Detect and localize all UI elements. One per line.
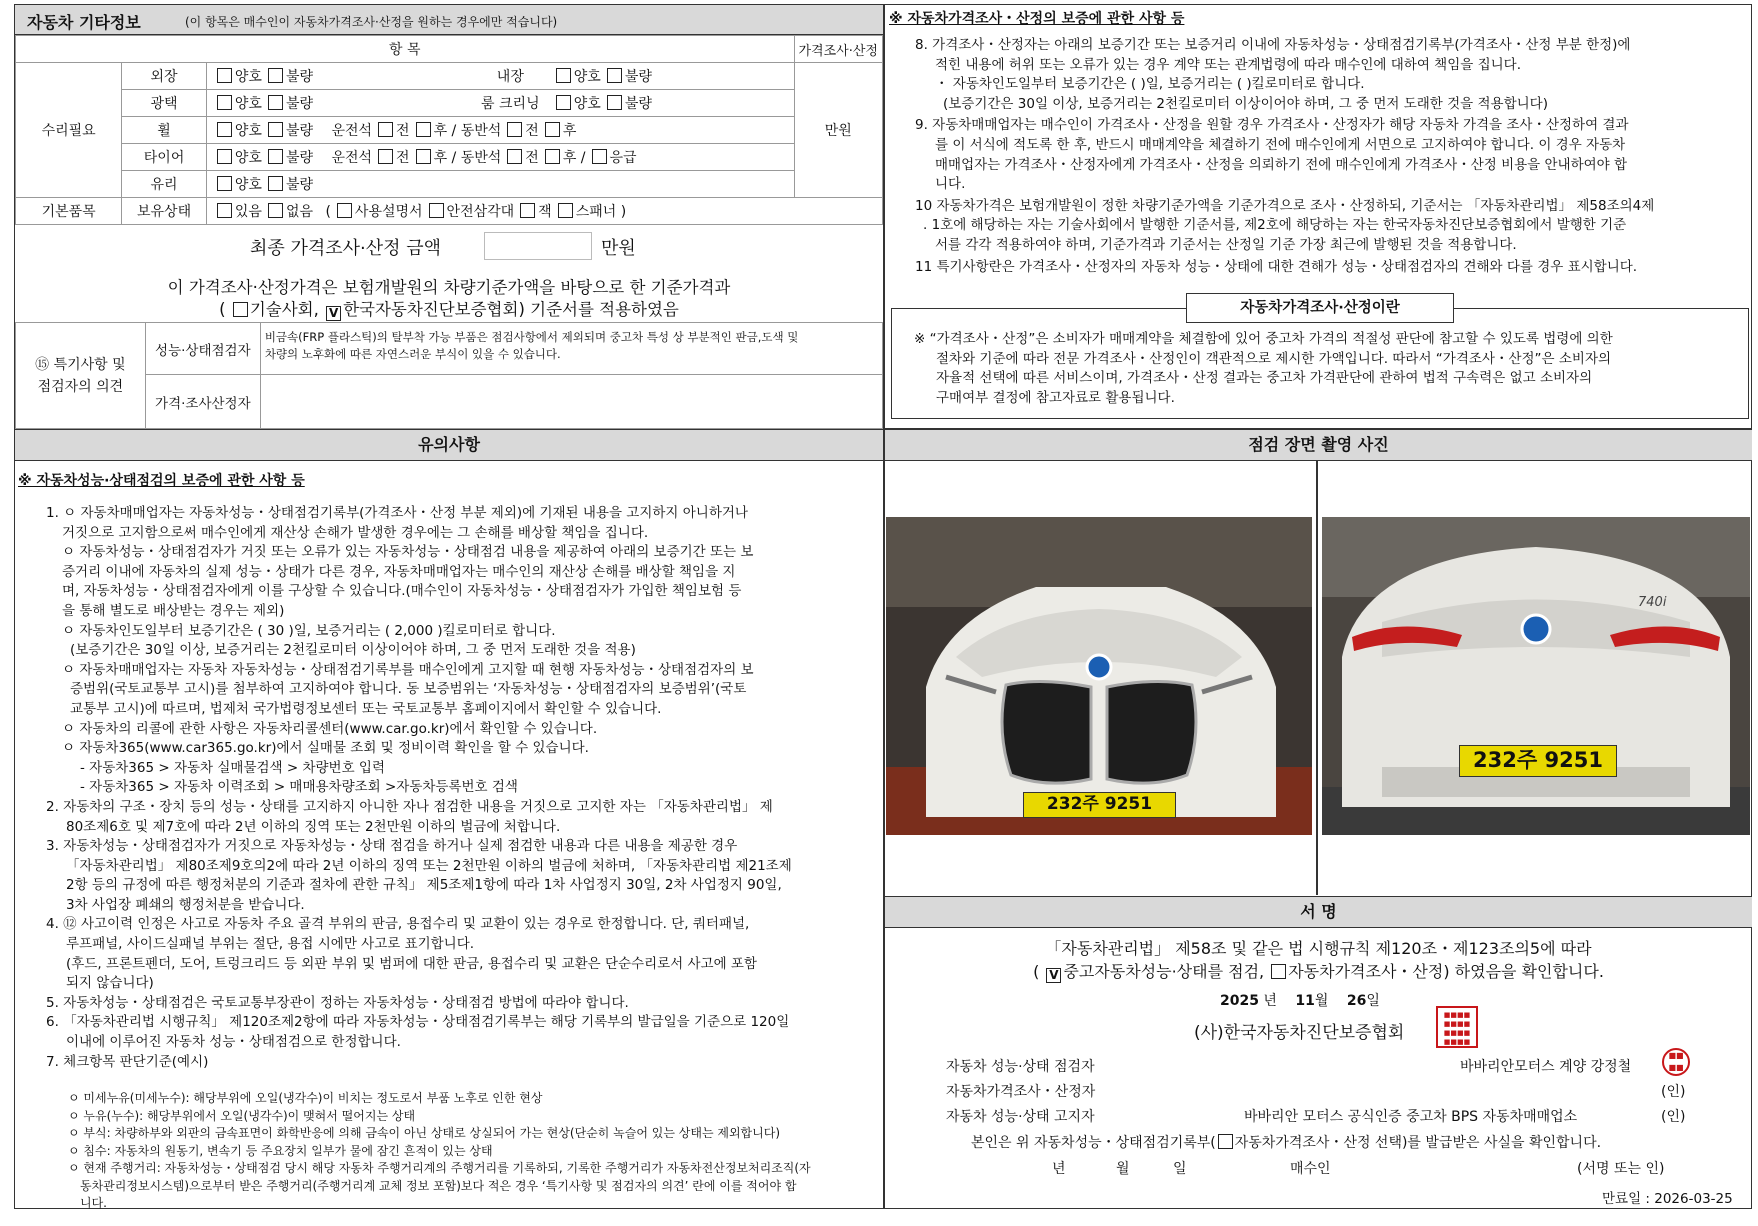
criteria-line: ㅇ 침수: 자동차의 원동기, 변속기 등 주요장치 일부가 물에 잠긴 흔적이 있는 상태 [68,1143,493,1158]
appraiser-opinion[interactable] [260,375,882,429]
checkbox[interactable] [416,149,431,164]
checkbox[interactable] [429,203,444,218]
notifier-name: 바바리안 모터스 공식인증 중고차 BPS 자동차매매업소 [1244,1109,1578,1125]
exterior-options: 양호 불량 내장 양호 불량 [206,63,794,90]
checkbox[interactable] [607,95,622,110]
notes-line: 거짓으로 고지함으로써 매수인에게 재산상 손해가 발생한 경우에는 그 손해를 배상할 책임을 집니다. [62,524,649,541]
notes-line: - 자동차365 > 자동차 실매물검색 > 차량번호 입력 [80,759,385,776]
opinion-label: ⑮ 특기사항 및 점검자의 의견 [16,323,146,429]
sign-date: 2025 년 11월 26일 [1220,993,1380,1009]
notes-line: ㅇ 자동차의 리콜에 관한 사항은 자동차리콜센터(www.car.go.kr)에서 확인할 수 있습니다. [62,720,598,737]
notes-line: - 자동차365 > 자동차 이력조회 > 매매용차량조회 >자동차등록번호 검색 [80,779,518,796]
model-badge: 740i [1638,595,1667,610]
appraisal-info-title: 자동차가격조사·산정이란 [1186,293,1454,323]
wheel-options: 양호 불량 운전석 전 후 / 동반석 전 후 [206,117,794,144]
notes-line: 5. 자동차성능・상태점검은 국토교통부장관이 정하는 자동차성능・상태점검 방법에 따라야 합니다. [46,994,629,1011]
notes-line: 증거리 이내에 자동차의 실제 성능・상태가 다른 경우, 자동차매매업자는 매수인의 재산상 손해를 배상할 책임을 지 [62,563,736,580]
front-car-image [886,517,1312,835]
checkbox[interactable] [268,203,283,218]
checkbox[interactable] [545,149,560,164]
notes-line: 80조제6호 및 제7호에 따라 2년 이하의 징역 또는 2천만원 이하의 벌금에 처합니다. [66,818,561,835]
confirm-line: 본인은 위 자동차성능・상태점검기록부( 자동차가격조사・산정 선택)를 발급받은 사실을 확인합니다. [971,1135,1602,1151]
row-wheel: 휠 [122,117,207,144]
price-unit: 만원 [794,63,883,198]
checkbox[interactable] [268,95,283,110]
buyer-signature: (서명 또는 인) [1577,1161,1665,1177]
sec1-header [15,5,883,35]
notes-line: ㅇ 자동차인도일부터 보증기간은 ( 30 )일, 보증거리는 ( 2,000 )킬로미터로 합니다. [62,622,556,639]
checkbox[interactable] [1271,964,1286,979]
notes-line: (후드, 프론트펜더, 도어, 트렁크리드 등 외판 부위 및 범퍼에 대한 판금, 용접수리 및 교환은 단순수리로서 사고에 포함 [66,955,757,972]
rear-car-image [1322,517,1750,835]
repair-label: 수리필요 [16,63,122,198]
sign-org: (사)한국자동차진단보증협회 [1194,1023,1405,1043]
notes-line: 증범위(국토교통부 고시)를 첨부하여 고지하여야 합니다. 동 보증범위는 ‘자동차성능・상태점검자의 보증범위’(국토 [70,681,747,698]
basic-label: 기본품목 [16,198,122,225]
checkbox[interactable] [558,203,573,218]
sign-line2: ( V 중고자동차성능·상태를 점검, 자동차가격조사・산정) 하였음을 확인합니다. [1033,962,1604,982]
basis-line1: 이 가격조사·산정가격은 보험개발원의 차량기준가액을 바탕으로 한 기준가격과 [167,278,731,297]
checkbox[interactable] [217,68,232,83]
checkbox[interactable] [545,122,560,137]
buyer-month: 월 [1116,1161,1130,1177]
checkbox[interactable] [556,68,571,83]
sec1-note: (이 항목은 매수인이 자동차가격조사·산정을 원하는 경우에만 적습니다) [185,15,558,29]
notes-line: 「자동차관리법」 제80조제9호의2에 따라 2년 이하의 징역 또는 2천만원 이하의 벌금에 처하며, 「자동차관리법 제21조제 [66,857,792,874]
glass-options: 양호 불량 [206,171,794,198]
checkbox[interactable] [233,302,248,317]
front-plate: 232주 9251 [1023,792,1176,818]
row-gloss: 광택 [122,90,207,117]
association-seal: ■■■■ ■■■■ ■■■■ ■■■■ [1436,1006,1478,1048]
notes-line: ㅇ 자동차성능・상태점검자가 거짓 또는 오류가 있는 자동차성능・상태점검 내용을 제공하여 아래의 보증기간 또는 보 [62,544,754,561]
notes-line: 2항 등의 규정에 따른 행정처분의 기준과 절차에 관한 규칙」 제5조제1항에 따라 1차 사업정지 30일, 2차 사업정지 90일, [66,877,782,894]
rear-plate: 232주 9251 [1459,745,1617,777]
checkbox[interactable] [556,95,571,110]
checkbox[interactable] [217,203,232,218]
row-exterior: 외장 [122,63,207,90]
checkbox[interactable] [268,68,283,83]
checkbox[interactable] [217,95,232,110]
appraisal-info-text: ※ “가격조사・산정”은 소비자가 매매계약을 체결함에 있어 중고차 가격의 적절성 판단에 참고할 수 있도록 법령에 의한 절차와 기준에 따라 전문 가격조사・산정인이 객관적으로 제시한 가액입니다. 따라서 “가격조사・산정”은 소비자의 자율적 선택에 따른 서비스이며, 가격조사・산정 결과는 중고차 가격판단에 관하여 법적 구속력은 없고 소비자의 구매여부 결정에 참고자료로 활용됩니다. [914,331,1613,406]
row-glass: 유리 [122,171,207,198]
buyer-label: 매수인 [1290,1161,1331,1177]
notifier-label-sign: 자동차 성능·상태 고지자 [946,1109,1095,1125]
basis-line2: ( 기술사회, V 한국자동차진단보증협회) 기준서를 적용하였음 [219,300,679,320]
notes-line: 이내에 이루어진 자동차 성능・상태점검으로 한정합니다. [66,1034,401,1051]
notes-line: 4. ⑫ 사고이력 인정은 사고로 자동차 주요 골격 부위의 판금, 용접수리 및 교환이 있는 경우로 한정합니다. 단, 쿼터패널, [46,916,750,933]
checkbox[interactable] [268,176,283,191]
notes-line: 3. 자동차성능・상태점검자가 거짓으로 자동차성능・상태 점검을 하거나 실제 점검한 내용과 다른 내용을 제공한 경우 [46,838,738,855]
checkbox-checked[interactable]: V [326,306,341,321]
notes-line: (보증기간은 30일 이상, 보증거리는 2천킬로미터 이상이어야 하며, 그 중 먼저 도래한 것을 적용) [70,642,636,659]
vertical-divider [883,4,885,1209]
buyer-year: 년 [1052,1161,1066,1177]
criteria-line: ㅇ 현재 주행거리: 자동차성능・상태점검 당시 해당 자동차 주행거리계의 주행거리를 기록하되, 기록한 주행거리가 자동차전산정보처리조직(자 [68,1161,811,1175]
checkbox[interactable] [507,122,522,137]
checkbox[interactable] [378,122,393,137]
notes-header: 유의사항 [15,430,883,461]
notifier-seal-mark: (인) [1661,1109,1686,1125]
checkbox[interactable] [337,203,352,218]
sec2-title: ※ 자동차가격조사・산정의 보증에 관한 사항 등 [889,11,1185,27]
row-room-cleaning: 룸 크리닝 [481,96,540,112]
buyer-day: 일 [1173,1161,1187,1177]
row-tire: 타이어 [122,144,207,171]
col-price: 가격조사·산정 [794,36,883,63]
checkbox-checked[interactable]: V [1046,968,1061,983]
final-price-input[interactable] [484,232,592,260]
inspector-opinion: 비금속(FRP 플라스틱)의 탈부착 가능 부품은 점검사항에서 제외되며 중고차 특성 상 부분적인 판금,도색 및 차량의 노후화에 따른 자연스러운 부식이 있을 수 있습니다. [260,323,882,375]
criteria-line: ㅇ 부식: 차량하부와 외판의 금속표면이 화학반응에 의해 금속이 아닌 상태로 상실되어 가는 현상(단순히 녹슬어 있는 상태는 제외합니다) [68,1126,781,1140]
notes-subtitle: ※ 자동차성능·상태점검의 보증에 관한 사항 등 [18,473,305,489]
checkbox[interactable] [607,68,622,83]
checkbox[interactable] [268,122,283,137]
notes-line: ㅇ 자동차매매업자는 자동차 자동차성능・상태점검기록부를 매수인에게 고지할 때 현행 자동차성능・상태점검자의 보 [62,661,754,678]
checkbox[interactable] [507,149,522,164]
sign-header: 서 명 [885,896,1752,928]
expiry-date: 만료일 : 2026-03-25 [1602,1191,1733,1207]
checkbox[interactable] [416,122,431,137]
inspector-name: 바바리안모터스 계양 강정철 [1460,1059,1632,1075]
sign-line1: 「자동차관리법」 제58조 및 같은 법 시행규칙 제120조・제123조의5에 따라 [1045,939,1592,958]
criteria-line: ㅇ 누유(누수): 해당부위에서 오일(냉각수)이 맺혀서 떨어지는 상태 [68,1108,416,1123]
checkbox[interactable] [378,149,393,164]
photos-header: 점검 장면 촬영 사진 [885,430,1752,461]
front-photo [886,517,1312,835]
criteria-line: ㅇ 미세누유(미세누수): 해당부위에 오일(냉각수)이 비치는 정도로서 부품 노후로 인한 현상 [68,1091,543,1105]
final-price-label: 최종 가격조사·산정 금액 [250,238,442,259]
inspector-seal: ■■ ■■ [1662,1048,1690,1076]
col-item: 항 목 [16,36,795,63]
basic-options: 있음 없음 ( 사용설명서 안전삼각대 잭 스패너 ) [206,198,882,225]
notes-line: 3차 사업장 폐쇄의 행정처분을 받습니다. [66,896,305,913]
rear-photo [1322,517,1750,835]
opinion-table [15,322,883,429]
checkbox[interactable] [268,149,283,164]
checkbox[interactable] [217,122,232,137]
notes-line: 7. 체크항목 판단기준(예시) [46,1053,209,1070]
checkbox[interactable] [217,149,232,164]
appraiser-seal-mark: (인) [1661,1084,1686,1100]
criteria-line: 니다. [80,1196,107,1210]
final-price-unit: 만원 [601,238,636,259]
notes-line: 2. 자동차의 구조・장치 등의 성능・상태를 고지하지 아니한 자나 점검한 내용을 거짓으로 고지한 자는 「자동차관리법」 제 [46,798,773,815]
tire-options: 양호 불량 운전석 전 후 / 동반석 전 후 / 응급 [206,144,794,171]
notes-line: 1. ㅇ 자동차매매업자는 자동차성능・상태점검기록부(가격조사・산정 부분 제외)에 기재된 내용을 고지하지 아니하거나 [46,505,748,521]
sec2-items: 8. 가격조사・산정자는 아래의 보증기간 또는 보증거리 이내에 자동차성능・상태점검기록부(가격조사・산정 부분 한정)에 적힌 내용에 허위 또는 오류가 있는 경우 계약 또는 관계법령에 따라 매수인에 대하여 책임을 집니다. ・ 자동차인도일부터 보증기간은 ( )일, 보증거리는 ( )킬로미터로 합니다. (보증기간은 30일 이상, 보증거리는 2천킬로미터 이상이어야 하며, 그 중 먼저 도래한 것을 적용합니다) 9. 자동차매매업자는 매수인이 가격조사・산정을 원할 경우 가격조사・산정자가 해당 자동차 가격을 조사・산정하여 결과 를 이 서식에 적도록 한 후, 반드시 매매계약을 체결하기 전에 매수인에게 서면으로 고지하여야 합니다. 이 경우 자동차 매매업자는 가격조사・산정자에게 가격조사・산정을 의뢰하기 전에 매수인에게 가격조사・산정 비용을 안내하여야 합 니다. 10 자동차가격은 보험개발원이 정한 차량기준가액을 기준가격으로 조사・산정하되, 기준서는 「자동차관리법」 제58조의4제 . 1호에 해당하는 자는 기술사회에서 발행한 기준서를, 제2호에 해당하는 자는 한국자동차진단보증협회에서 발행한 기준 서를 각각 적용하여야 하며, 기준가격과 기준서는 산정일 기준 가장 최근에 발행된 것을 적용합니다. 11 특기사항란은 가격조사・산정자의 자동차 성능・상태에 대한 견해가 성능・상태점검자의 견해와 다를 경우 표시합니다. [915,37,1655,275]
repair-table [15,35,883,225]
row-interior: 내장 [496,69,524,85]
inspector-label-sign: 자동차 성능·상태 점검자 [946,1059,1095,1075]
criteria-line: 동차관리정보시스템)으로부터 받은 주행거리(주행거리계 교체 정보 포함)보다 적은 경우 ‘특기사항 및 점검자의 의견’ 란에 이를 적어야 합 [80,1178,797,1193]
notes-line: 되지 않습니다) [66,975,154,992]
notes-line: 며, 자동차성능・상태점검자에게 이를 구상할 수 있습니다.(매수인이 자동차성능・상태점검자가 가입한 책임보험 등 [62,583,742,600]
notes-line: ㅇ 자동차365(www.car365.go.kr)에서 실매물 조회 및 정비이력 확인을 할 수 있습니다. [62,740,589,757]
notes-criteria [68,1090,882,1213]
checkbox[interactable] [592,149,607,164]
notes-line: 6. 「자동차관리법 시행규칙」 제120조제2항에 따라 자동차성능・상태점검기록부는 해당 기록부의 발급일을 기준으로 120일 [46,1014,790,1031]
sec1-title: 자동차 기타정보 [27,13,141,32]
checkbox[interactable] [520,203,535,218]
checkbox[interactable] [217,176,232,191]
appraiser-label-sign: 자동차가격조사・산정자 [946,1084,1096,1100]
inspector-label: 성능·상태점검자 [145,323,260,375]
notes-line: 루프패널, 사이드실패널 부위는 절단, 용접 시에만 사고로 표기합니다. [66,936,475,953]
photo-divider [1316,461,1318,895]
holding-status: 보유상태 [122,198,207,225]
notes-line: 을 통해 별도로 배상받는 경우는 제외) [62,602,285,619]
notes-body [46,504,882,1072]
notes-line: 교통부 고시)에 따르며, 법제처 국가법령정보센터 또는 국토교통부 홈페이지에서 확인할 수 있습니다. [70,700,662,717]
appraiser-label: 가격·조사산정자 [145,375,260,429]
gloss-options: 양호 불량 룸 크리닝 양호 불량 [206,90,794,117]
checkbox[interactable] [1218,1134,1233,1149]
